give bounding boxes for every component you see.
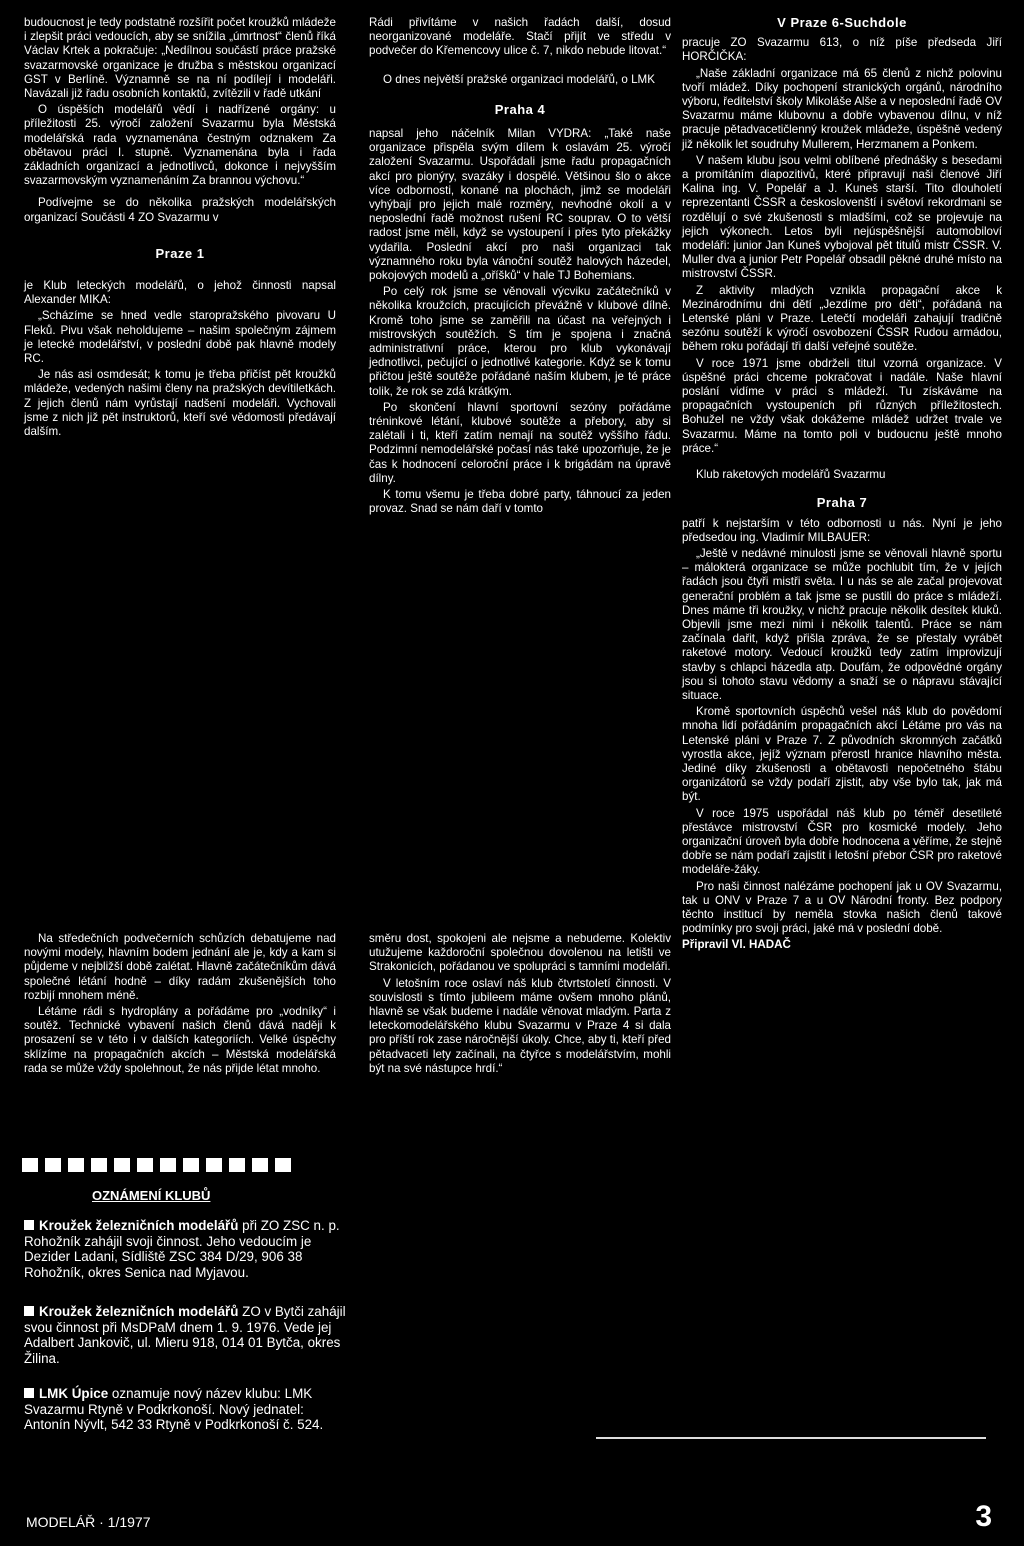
publication-footer: MODELÁŘ · 1/1977: [26, 1514, 151, 1530]
column-b-top: [369, 16, 671, 519]
square-divider: [22, 1158, 334, 1174]
paragraph: Kromě sportovních úspěchů vešel náš klub do povědomí mnoha lidí pořádáním propagačních akcí Létáme pro vás na Letenské pláni v Praze 7. Z původních skromných začátků vyrostla akce, jejíž význam přerostl hranice hlavního města. Jediné díky zkušenosti a obětavosti nepočetného štábu organizátorů se vždy podaří zjistit, aby vše bylo tak, jak má být.: [682, 705, 1002, 804]
scan-artifact-line: [596, 1437, 986, 1439]
paragraph: Létáme rádi s hydroplány a pořádáme pro „vodníky“ i soutěž. Technické vybavení našich členů dává naději k prosazení se v této i v dalších kategoriích. Velké úspěchy sklízíme na propagačních akcích – Městská modelářská rada se může vždy spolehnout, že nás přijde létat mnoho.: [24, 1005, 336, 1075]
author-signature: Připravil Vl. HADAČ: [682, 938, 791, 952]
notice-item: [24, 1386, 346, 1433]
paragraph: O úspěších modelářů vědí i nadřízené orgány: u příležitosti 25. výročí založení Svazarmu byla Městská modelářská rada vyznamenána čestným odznakem Za obětavou práci I. stupně. Vyznamenána byla i řada základních organizací a jednotlivců, dokonce i nejvyšším svazarmovským vyznamenáním Za brannou výchovu.“: [24, 103, 336, 188]
paragraph: je Klub leteckých modelářů, o jehož činnosti napsal Alexander MIKA:: [24, 279, 336, 307]
column-c: [682, 16, 1002, 955]
square-mark: [137, 1158, 153, 1172]
section-title-suchdol: V Praze 6-Suchdole: [777, 15, 907, 30]
notice-item: [24, 1218, 346, 1280]
notice-text: ZO v Bytči zahájil svou činnost při MsDPaM dnem 1. 9. 1976. Vede jej Adalbert Jankovič, ul. Mieru 918, 014 01 Bytča, okres Žilina.: [24, 1304, 346, 1366]
square-mark: [22, 1158, 38, 1172]
paragraph: Na středečních podvečerních schůzích debatujeme nad novými modely, hlavním bodem jednání ale je, kdy a kam si půjdeme v nejbližší době zalétat. Hlavně začátečníkům dává společné létání hodně – díky radám zkušenějších toho rozbijí mnohem méně.: [24, 932, 336, 1002]
column-a-bottom: [24, 932, 336, 1078]
paragraph: V roce 1975 uspořádal náš klub po téměř desetileté přestávce mistrovství ČSR pro kosmické modely. Jeho organizační úroveň byla dobře hodnocena a věříme, že stejně dobře se nám podaří zajistit i letošní přebor ČSR pro raketové modeláře-žáky.: [682, 806, 1002, 877]
paragraph: budoucnost je tedy podstatně rozšířit počet kroužků mládeže i zlepšit práci vedoucích, aby se snížila „úmrtnost“ členů říká Václav Krtek a pokračuje: „Nedílnou součástí práce pražské svazarmovské organizace je družba s městskou organizací GST v Berlíně. Významně se na ní podílejí i modeláři. Navázali již řadu osobních kontaktů, zvítězili v řadě utkání: [24, 16, 336, 101]
paragraph: O dnes největší pražské organizaci modelářů, o LMK: [383, 72, 655, 86]
bullet-square-icon: [24, 1220, 34, 1230]
square-mark: [275, 1158, 291, 1172]
square-mark: [229, 1158, 245, 1172]
column-a-top: [24, 16, 336, 441]
paragraph: směru dost, spokojeni ale nejsme a nebudeme. Kolektiv utužujeme každoroční společnou dovolenou na letišti ve Strakonicích, pořádanou ve spolupráci s tamními modeláři.: [369, 932, 671, 974]
paragraph: pracuje ZO Svazarmu 613, o níž píše předseda Jiří HORČIČKA:: [682, 36, 1002, 64]
notice-heading: Kroužek železničních modelářů: [39, 1304, 239, 1319]
square-mark: [183, 1158, 199, 1172]
bullet-square-icon: [24, 1388, 34, 1398]
paragraph: Po celý rok jsme se věnovali výcviku začátečníků v několika kroužcích, pracujících převážně v klubové dílně. Kromě toho jsme se zaměřili na účast na veřejných i mistrovských soutěžích. S tím je spojena i značná administrativní práce, kterou pro klub vykonávají jednotlivci, pečující o jednotlivé kategorie. Když se k tomu přičtou ještě soutěže pořádané naším klubem, je té práce tolik, že rok se zdá krátkým.: [369, 285, 671, 398]
square-mark: [68, 1158, 84, 1172]
paragraph: Klub raketových modelářů Svazarmu: [696, 468, 886, 482]
notice-heading: Kroužek železničních modelářů: [39, 1218, 239, 1233]
section-title-praha-1: Praze 1: [155, 245, 205, 261]
paragraph: patří k nejstarším v této odbornosti u nás. Nyní je jeho předsedou ing. Vladimír MILBAUER:: [682, 516, 1002, 544]
paragraph: napsal jeho náčelník Milan VYDRA: „Také naše organizace přispěla svým dílem k oslavám 25. výročí založení Svazarmu. Uspořádali jsme řadu propagačních akcí pro pionýry, svazáky i dospělé. Většinou šlo o akce více odbornosti, konané na plochách, jimž se modeláři vyhýbají pro jejich malé rozměry, nevhodné okolí a v neposlední řadě možnost rušení RC souprav. O to větší radost jsme měli, když se vystoupení i přes tyto překážky vydařila. Poslední akcí pro naši organizaci tak významného roku byla vánoční soutěž halových házedel, pokojových modelů a „oříšků“ v hale TJ Bohemians.: [369, 127, 671, 283]
paragraph: K tomu všemu je třeba dobré party, táhnoucí za jeden provaz. Snad se nám daří v tomto: [369, 488, 671, 516]
square-mark: [91, 1158, 107, 1172]
section-title-praha-4: Praha 4: [494, 101, 546, 117]
paragraph: V roce 1971 jsme obdrželi titul vzorná organizace. V úspěšné práci chceme pokračovat i nadále. Naše hlavní poslání vidíme v práci s mládeží. Tu získáváme na propagačních vystoupeních při různých příležitostech. Bohužel ne vždy však dokážeme mládež udržet trvale ve Svazarmu. Máme na tomto poli v budoucnu ještě mnoho práce.“: [682, 356, 1002, 455]
section-title-praha-7: Praha 7: [816, 495, 868, 511]
page-number: 3: [975, 1500, 992, 1533]
paragraph: „Ještě v nedávné minulosti jsme se věnovali hlavně sportu – málokterá organizace se může pochlubit tím, že v jejích řadách jsou čtyři mistři světa. I u nás se ale začal projevovat generační problém a tak jsme se pustili do práce s mládeží. Dnes máme tři kroužky, v nichž pracuje několik desítek kluků. Objevili jsme mezi nimi i několik talentů. Práce se nám začínala dařit, když přišla zpráva, že se přestaly vyrábět raketové motory. Vedoucí kroužků tedy zatím improvizují stavby s chlapci házedla atp. Doufám, že odpovědné orgány jsou si tohoto stavu vědomy a snaží se o nápravu stávající situace.: [682, 546, 1002, 702]
square-mark: [252, 1158, 268, 1172]
notice-heading: LMK Úpice: [39, 1386, 109, 1401]
square-mark: [160, 1158, 176, 1172]
notice-text: oznamuje nový název klubu: LMK Svazarmu Rtyně v Podkrkonoší. Nový jednatel: Antonín Nývlt, 542 33 Rtyně v Podkrkonoší č. 524.: [24, 1386, 324, 1433]
square-mark: [45, 1158, 61, 1172]
paragraph: V našem klubu jsou velmi oblíbené přednášky s besedami a promítáním diapozitivů, které připravují naši členové Jiří Kalina ing. V. Popelář a J. Kuneš starší. Tito dlouholetí reprezentanti ČSSR a českoslovenští i světoví rekordmani se rozdělují o své zkušenosti s mladšími, což se projevuje na jejich výkonech. Letos byli nejúspěšnější automobiloví modeláři: junior Jan Kuneš vybojoval pět titulů mistr ČSSR. V. Muller dva a junior Petr Popelář obsadil pěkné druhé místo na mistrovství ČSSR.: [682, 153, 1002, 281]
paragraph: Pro naši činnost nalézáme pochopení jak u OV Svazarmu, tak u ONV v Praze 7 a u OV Národní fronty. Bez podpory těchto institucí by neměla stovka našich členů takové podmínky pro svoji práci, jaké má v poslední době.: [682, 879, 1002, 936]
square-mark: [206, 1158, 222, 1172]
paragraph: V letošním roce oslaví náš klub čtvrtstoletí činnosti. V souvislosti s tímto jubileem máme ovšem mnoho plánů, hlavně se však budeme i nadále věnovat mladým. Parta z leteckomodelářského klubu Svazarmu v Praze 4 si dala pro příští rok zase náročnější úkoly. Chce, aby ti, kteří před pětadvaceti lety začínali, na čtyřce s modelářstvím, mohli být na své nástupce hrdí.“: [369, 976, 671, 1075]
notice-item: [24, 1304, 346, 1366]
paragraph: Je nás asi osmdesát; k tomu je třeba přičíst pět kroužků mládeže, vedených našimi členy na pražských devítiletkách. Z jejich členů nám vyrůstají nadšení modeláři. Vychovali jsme z nich již pět instruktorů, kteří své vědomosti předávají dalším.: [24, 368, 336, 439]
paragraph: „Scházíme se hned vedle staropražského pivovaru U Fleků. Pivu však neholdujeme – našim společným zájmem je letecké modelářství, v poslední době pak hlavně modely RC.: [24, 309, 336, 366]
square-mark: [114, 1158, 130, 1172]
paragraph: Podívejme se do několika pražských modelářských organizací Součásti 4 ZO Svazarmu v: [24, 196, 336, 224]
notices-title: OZNÁMENÍ KLUBŮ: [92, 1188, 211, 1203]
paragraph: Rádi přivítáme v našich řadách další, dosud neorganizované modeláře. Stačí přijít ve středu v podvečer do Křemencovy ulice č. 7, nikdo nebude litovat.“: [369, 16, 671, 58]
bullet-square-icon: [24, 1306, 34, 1316]
paragraph: Z aktivity mladých vznikla propagační akce k Mezinárodnímu dni dětí „Jezdíme pro děti“, pořádaná na Letenské pláni v Praze. Letečtí modeláři zahajují tradičně sezónu soutěží k výročí osvobození ČSSR Rudou armádou, během roku pořádají tři další veřejné soutěže.: [682, 283, 1002, 354]
paragraph: Po skončení hlavní sportovní sezóny pořádáme tréninkové létání, klubové soutěže a přebory, aby si zalétali i ti, kteří zatím nemají na soutěž vyššího řádu. Podzimní nemodelářské počasí nás také upozorňuje, že je čas k hodnocení celoroční práce i k brigádám na úpravě dílny.: [369, 400, 671, 485]
column-b-bottom: [369, 932, 671, 1078]
notice-text: při ZO ZSC n. p. Rohožník zahájil svoji činnost. Jeho vedoucím je Dezider Ladani, Sídliště ZSC 384 D/29, 906 38 Rohožník, okres Senica nad Myjavou.: [24, 1218, 340, 1280]
paragraph: „Naše základní organizace má 65 členů z nichž polovinu tvoří mládež. Díky pochopení stranických orgánů, národního výboru, ředitelství školy Mikoláše Alše a v neposlední řadě OV Svazarmu máme klubovnu a dobře vybavenou dílnu, v níž pracuje pětadvacetičlenný kroužek mládeže, úspěšně vedený již několik let soudruhy Mullerem, Herzmanem a Ponkem.: [682, 66, 1002, 151]
